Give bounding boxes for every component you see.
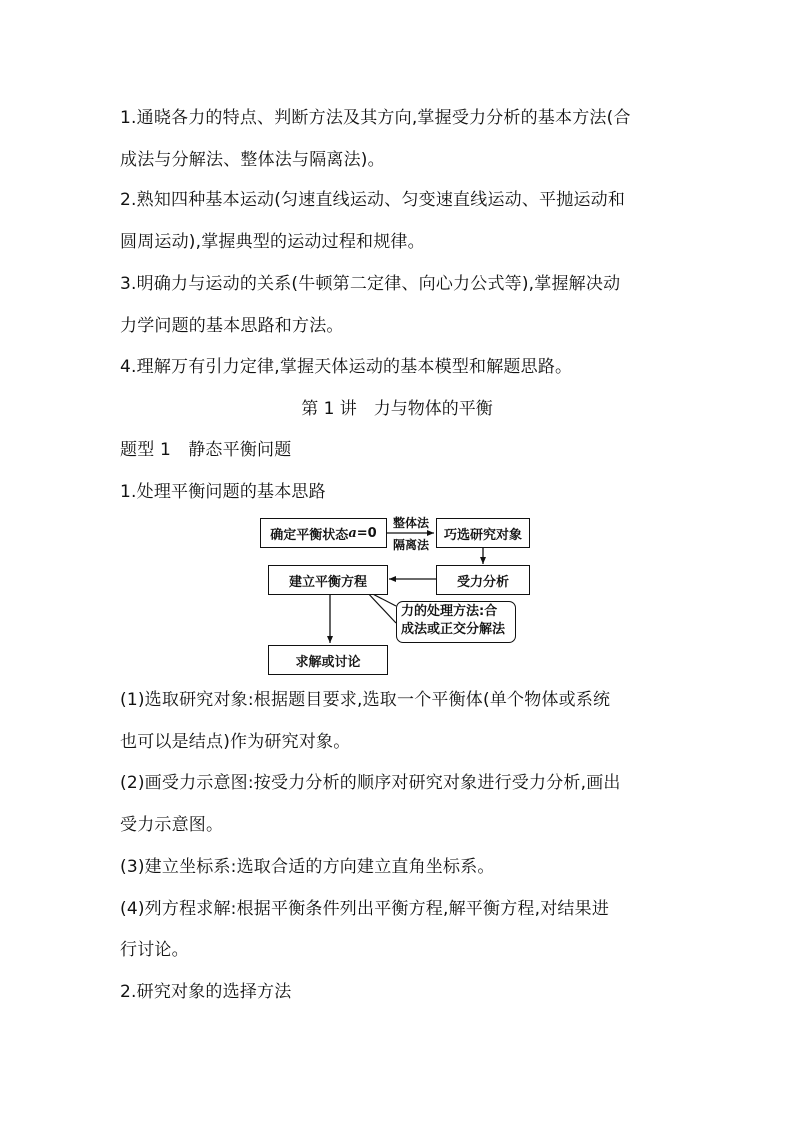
equilibrium-suffix: =0 (356, 525, 377, 541)
objective-3-line-1: 3.明确力与运动的关系(牛顿第二定律、向心力公式等),掌握解决动 (120, 274, 621, 294)
objective-3-line-2: 力学问题的基本思路和方法。 (120, 316, 344, 336)
callout-line-2: 成法或正交分解法 (401, 622, 506, 637)
box-select-object: 巧选研究对象 (436, 518, 530, 548)
step-1-line-2: 也可以是结点)作为研究对象。 (120, 732, 351, 752)
label-whole-method: 整体法 (392, 516, 429, 530)
equilibrium-prefix: 确定平衡状态 (270, 527, 349, 543)
topic-heading: 题型 1 静态平衡问题 (120, 440, 292, 460)
callout-line-1: 力的处理方法:合 (401, 604, 498, 619)
box-equilibrium-state (260, 518, 387, 548)
equilibrium-flowchart (250, 510, 540, 680)
objective-2-line-1: 2.熟知四种基本运动(匀速直线运动、匀变速直线运动、平抛运动和 (120, 190, 626, 210)
acceleration-variable: a (348, 525, 357, 541)
step-2-line-2: 受力示意图。 (120, 815, 224, 835)
box-build-equation: 建立平衡方程 (268, 565, 388, 595)
objective-4-line-1: 4.理解万有引力定律,掌握天体运动的基本模型和解题思路。 (120, 357, 573, 377)
subheading-object-selection: 2.研究对象的选择方法 (120, 982, 292, 1002)
lecture-title: 第 1 讲 力与物体的平衡 (301, 399, 493, 419)
callout-force-methods (396, 601, 516, 643)
step-4-line-2: 行讨论。 (120, 940, 189, 960)
subheading-basic-approach: 1.处理平衡问题的基本思路 (120, 482, 326, 502)
step-3-line-1: (3)建立坐标系:选取合适的方向建立直角坐标系。 (120, 857, 495, 877)
step-2-line-1: (2)画受力示意图:按受力分析的顺序对研究对象进行受力分析,画出 (120, 773, 621, 793)
objective-1-line-1: 1.通晓各力的特点、判断方法及其方向,掌握受力分析的基本方法(合 (120, 108, 631, 128)
step-1-line-1: (1)选取研究对象:根据题目要求,选取一个平衡体(单个物体或系统 (120, 690, 611, 710)
label-isolation-method: 隔离法 (392, 538, 429, 552)
box-force-analysis: 受力分析 (436, 565, 530, 595)
box-solve-discuss: 求解或讨论 (268, 645, 388, 675)
step-4-line-1: (4)列方程求解:根据平衡条件列出平衡方程,解平衡方程,对结果进 (120, 899, 610, 919)
objective-1-line-2: 成法与分解法、整体法与隔离法)。 (120, 150, 385, 170)
objective-2-line-2: 圆周运动),掌握典型的运动过程和规律。 (120, 232, 425, 252)
